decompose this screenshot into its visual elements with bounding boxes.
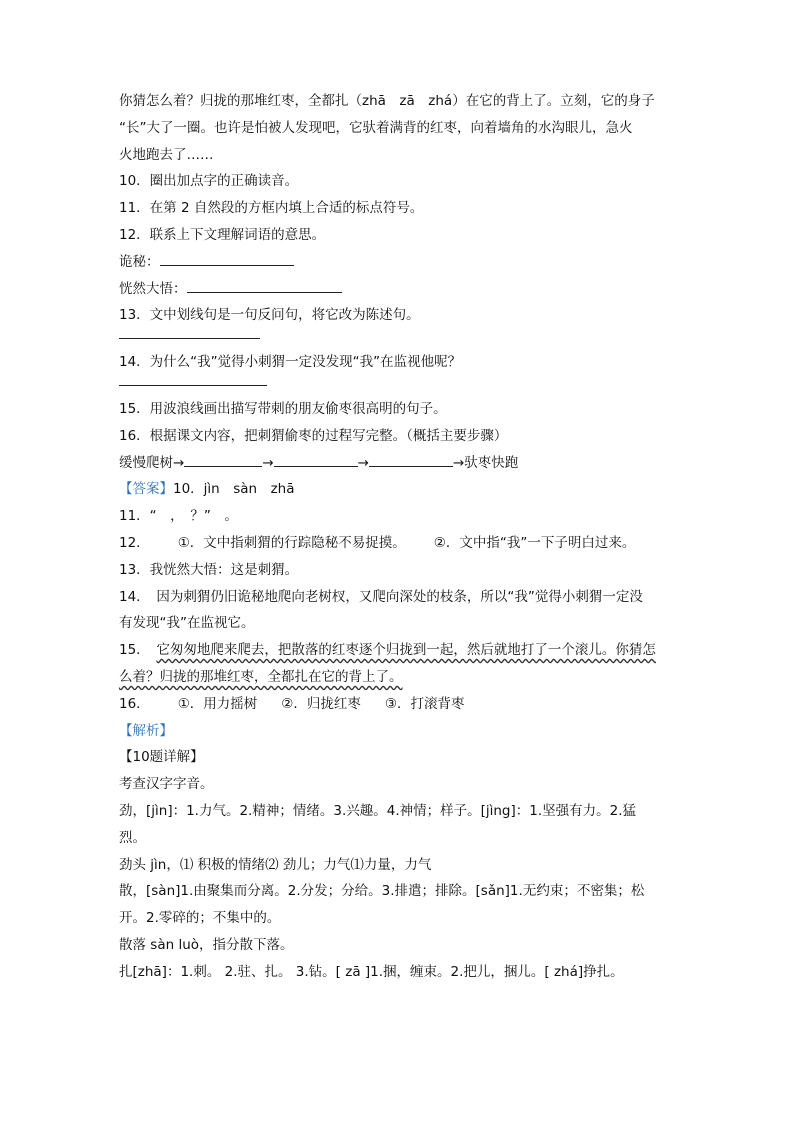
question-12a [119, 249, 679, 276]
question-11: 11．在第 2 自然段的方框内填上合适的标点符号。 [119, 200, 424, 217]
analysis-tag: 【解析】 [119, 722, 173, 739]
arrow-icon: → [262, 454, 274, 471]
answer-15-wavy-text: 它匆匆地爬来爬去，把散落的红枣逐个归拢到一起，然后就地打了一个滚儿。你猜怎 [156, 642, 656, 659]
answer-12-part2: ②．文中指“我”一下子明白过来。 [433, 534, 636, 551]
answer-14-line: 有发现“我”在监视它。 [119, 615, 255, 632]
q16-start: 缓慢爬树→ [119, 454, 185, 471]
answer-12 [119, 530, 679, 557]
answer-12-num: 12． [119, 534, 150, 551]
answer-16-num: 16． [119, 695, 150, 712]
answer-13: 13．我恍然大悟：这是刺猬。 [119, 561, 299, 578]
answer-10-text: 10．jìn sàn zhā [173, 481, 295, 498]
analysis-line: 烈。 [119, 829, 146, 846]
answer-15-wavy-text: 么着？归拢的那堆红枣，全都扎在它的背上了。 [119, 668, 403, 685]
q16-blank-2[interactable] [274, 452, 358, 467]
passage-line: 火地跑去了…… [119, 146, 214, 163]
question-16: 16．根据课文内容，把刺猬偷枣的过程写完整。（概括主要步骤） [119, 427, 508, 444]
answer-10 [119, 476, 679, 503]
question-12: 12．联系上下文理解词语的意思。 [119, 226, 326, 243]
answer-16-step2: ②．归拢红枣 [281, 695, 361, 712]
analysis-line: 扎[zhā]：1.刺。 2.驻、扎。 3.钻。[ zā ]1.捆，缠束。2.把儿，捆儿。[ zhá]挣扎。 [119, 963, 624, 980]
passage-line: “长”大了一圈。也许是怕被人发现吧，它驮着满背的红枣，向着墙角的水沟眼儿，急火 [119, 119, 633, 136]
question-10: 10．圈出加点字的正确读音。 [119, 173, 299, 190]
answer-14-line: 14． 因为刺猬仍旧诡秘地爬向老树杈，又爬向深处的枝条，所以“我”觉得小刺猬一定没 [119, 588, 643, 605]
analysis-line: 散落 sàn luò，指分散下落。 [119, 936, 294, 953]
answer-12-part1: ①．文中指刺猬的行踪隐秘不易捉摸。 [177, 534, 406, 551]
answer-tag: 【答案】 [119, 481, 173, 498]
question-15: 15．用波浪线画出描写带刺的朋友偷枣很高明的句子。 [119, 400, 447, 417]
analysis-line: 考查汉字字音。 [119, 776, 214, 793]
answer-15-line [119, 664, 679, 691]
q12b-answer-blank[interactable] [187, 278, 342, 293]
analysis-line: 劲，[jìn]：1.力气。2.精神；情绪。3.兴趣。4.神情；样子。[jìng]：1.坚强有力。2.猛 [119, 802, 637, 819]
q12a-answer-blank[interactable] [160, 251, 294, 266]
q16-end: 驮枣快跑 [464, 454, 519, 471]
q16-flow [119, 450, 679, 477]
analysis-q10-heading: 【10题详解】 [119, 749, 204, 766]
answer-16 [119, 691, 679, 718]
answer-15 [119, 637, 679, 664]
question-14: 14．为什么“我”觉得小刺猬一定没发现“我”在监视他呢？ [119, 354, 462, 371]
q12b-label: 恍然大悟： [119, 280, 187, 297]
analysis-line: 开。2.零碎的；不集中的。 [119, 910, 281, 927]
question-12b [119, 276, 679, 303]
q13-answer-blank[interactable] [119, 337, 260, 339]
arrow-icon: → [357, 454, 369, 471]
arrow-icon: → [452, 454, 465, 471]
analysis-line: 散，[sàn]1.由聚集而分离。2.分发；分给。3.排遣；排除。[sǎn]1.无约束；不密集；松 [119, 883, 645, 900]
q14-answer-blank[interactable] [119, 384, 267, 386]
q16-blank-3[interactable] [369, 452, 453, 467]
answer-15-num: 15． [119, 642, 157, 659]
q16-blank-1[interactable] [184, 452, 262, 467]
answer-16-step3: ③．打滚背枣 [384, 695, 465, 712]
answer-11: 11．“ ， ？” 。 [119, 508, 238, 525]
passage-line: 你猜怎么着？归拢的那堆红枣，全都扎（zhā zā zhá）在它的背上了。立刻，它的身子 [119, 93, 655, 109]
document-page [119, 88, 679, 986]
question-13: 13．文中划线句是一句反问句，将它改为陈述句。 [119, 307, 420, 324]
analysis-line: 劲头 jìn，⑴ 积极的情绪⑵ 劲儿；力气⑴力量，力气 [119, 856, 432, 873]
q12a-label: 诡秘： [119, 253, 160, 270]
answer-16-step1: ①．用力摇树 [177, 695, 258, 712]
